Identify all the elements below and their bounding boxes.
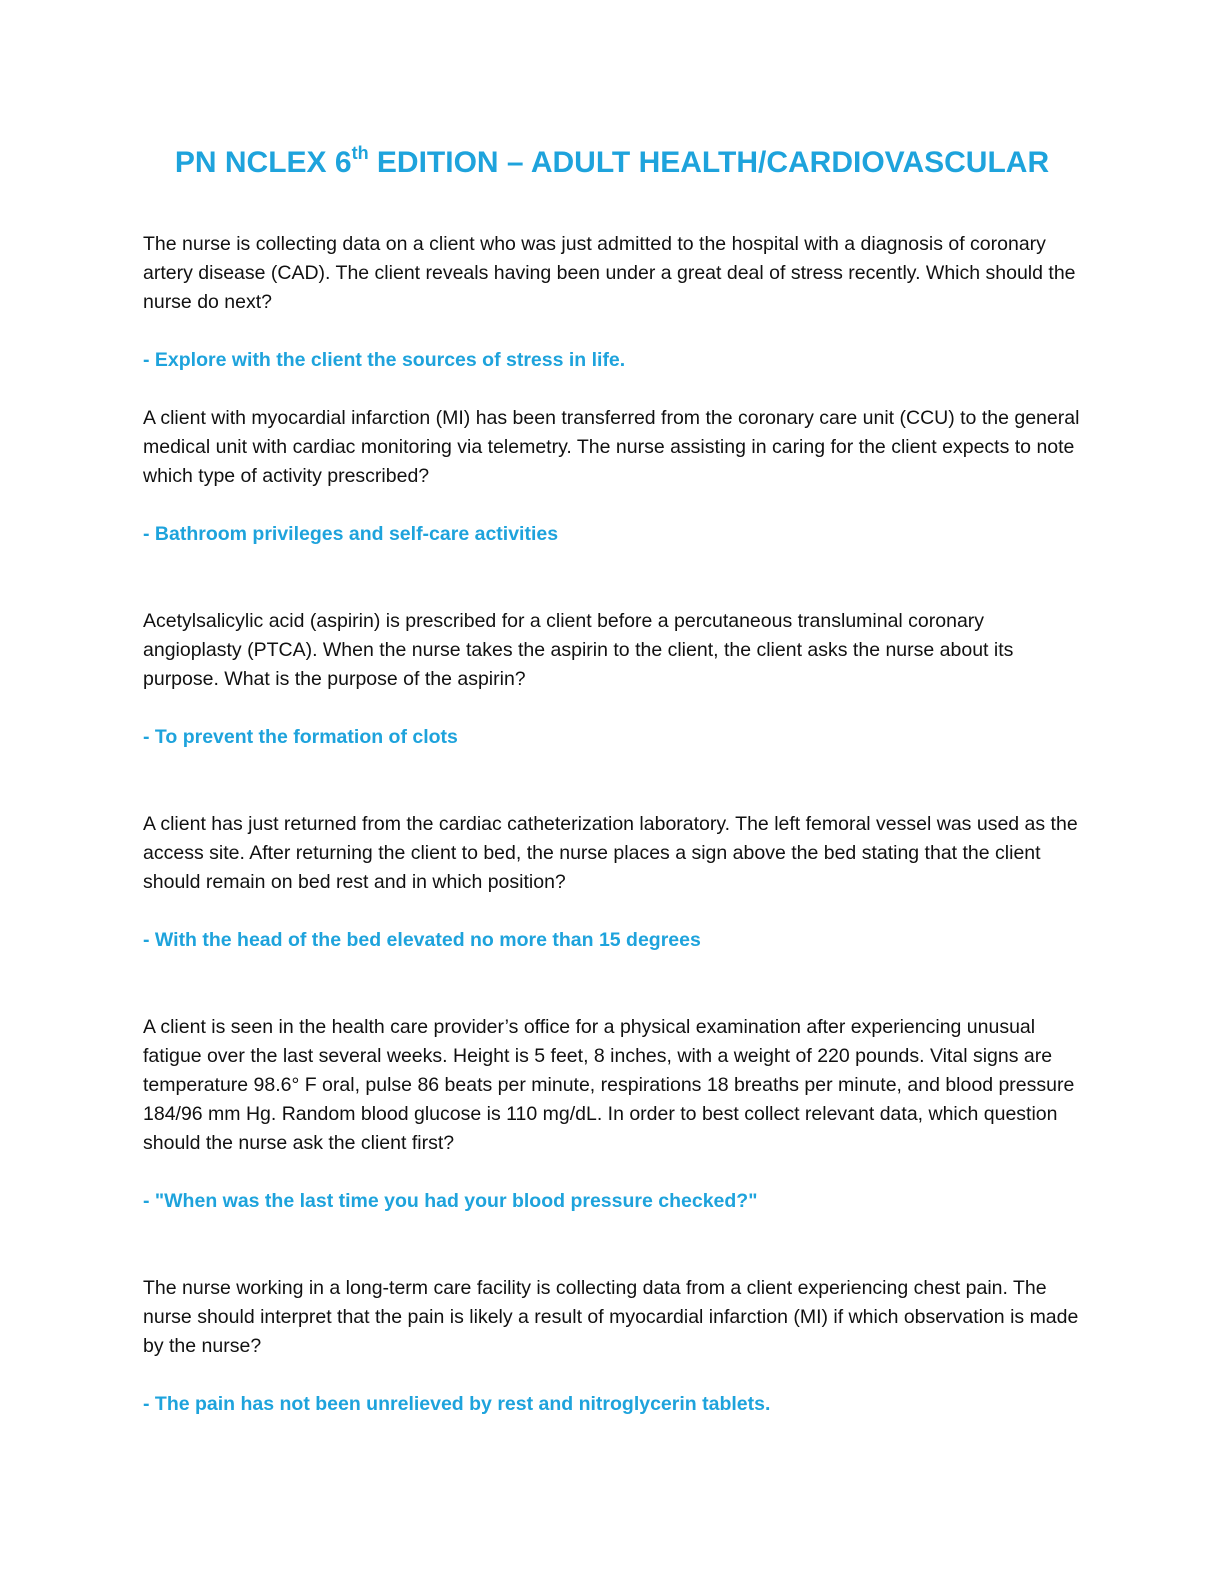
title-prefix: PN NCLEX 6 (174, 146, 352, 179)
qa-item (143, 1013, 1083, 1158)
question-text: A client with myocardial infarction (MI) has been transferred from the coronary care unit (CCU) to the general medical unit with cardiac monitoring via telemetry. The nurse assisting in caring for the client expects to note which type of activity prescribed? (143, 407, 1080, 487)
qa-answer-block (143, 346, 1083, 375)
answer-text: - With the head of the bed elevated no more than 15 degrees (143, 929, 701, 951)
qa-item (143, 607, 1083, 694)
qa-item (143, 1274, 1083, 1361)
question-text: The nurse is collecting data on a client who was just admitted to the hospital with a diagnosis of coronary artery disease (CAD). The client reveals having been under a great deal of stress recently. Which should the nurse do next? (143, 233, 1076, 313)
question-text: The nurse working in a long-term care facility is collecting data from a client experiencing chest pain. The nurse should interpret that the pain is likely a result of myocardial infarction (MI) if which observation is made by the nurse? (143, 1277, 1079, 1357)
qa-item (143, 404, 1083, 491)
qa-answer-block (143, 520, 1083, 549)
answer-text: - "When was the last time you had your blood pressure checked?" (143, 1190, 758, 1212)
qa-answer-block (143, 1390, 1083, 1419)
question-text: A client is seen in the health care provider’s office for a physical examination after experiencing unusual fatigue over the last several weeks. Height is 5 feet, 8 inches, with a weight of 220 pounds. Vital signs are temperature 98.6° F oral, pulse 86 beats per minute, respirations 18 breaths per minute, and blood pressure 184/96 mm Hg. Random blood glucose is 110 mg/dL. In order to best collect relevant data, which question should the nurse ask the client first? (143, 1016, 1075, 1154)
qa-item (143, 230, 1083, 317)
question-text: Acetylsalicylic acid (aspirin) is prescribed for a client before a percutaneous transluminal coronary angioplasty (PTCA). When the nurse takes the aspirin to the client, the client asks the nurse about its purpose. What is the purpose of the aspirin? (143, 610, 1014, 690)
title-suffix: EDITION – ADULT HEALTH/CARDIOVASCULAR (368, 146, 1050, 179)
qa-answer-block (143, 1187, 1083, 1216)
qa-item (143, 810, 1083, 897)
document-title (0, 143, 1224, 183)
answer-text: - Explore with the client the sources of stress in life. (143, 349, 626, 371)
qa-answer-block (143, 723, 1083, 752)
answer-text: - To prevent the formation of clots (143, 726, 458, 748)
question-text: A client has just returned from the cardiac catheterization laboratory. The left femoral vessel was used as the access site. After returning the client to bed, the nurse places a sign above the bed stating that the client should remain on bed rest and in which position? (143, 813, 1078, 893)
title-superscript: th (351, 143, 369, 163)
answer-text: - The pain has not been unrelieved by rest and nitroglycerin tablets. (143, 1393, 771, 1415)
answer-text: - Bathroom privileges and self-care activities (143, 523, 559, 545)
qa-answer-block (143, 926, 1083, 955)
